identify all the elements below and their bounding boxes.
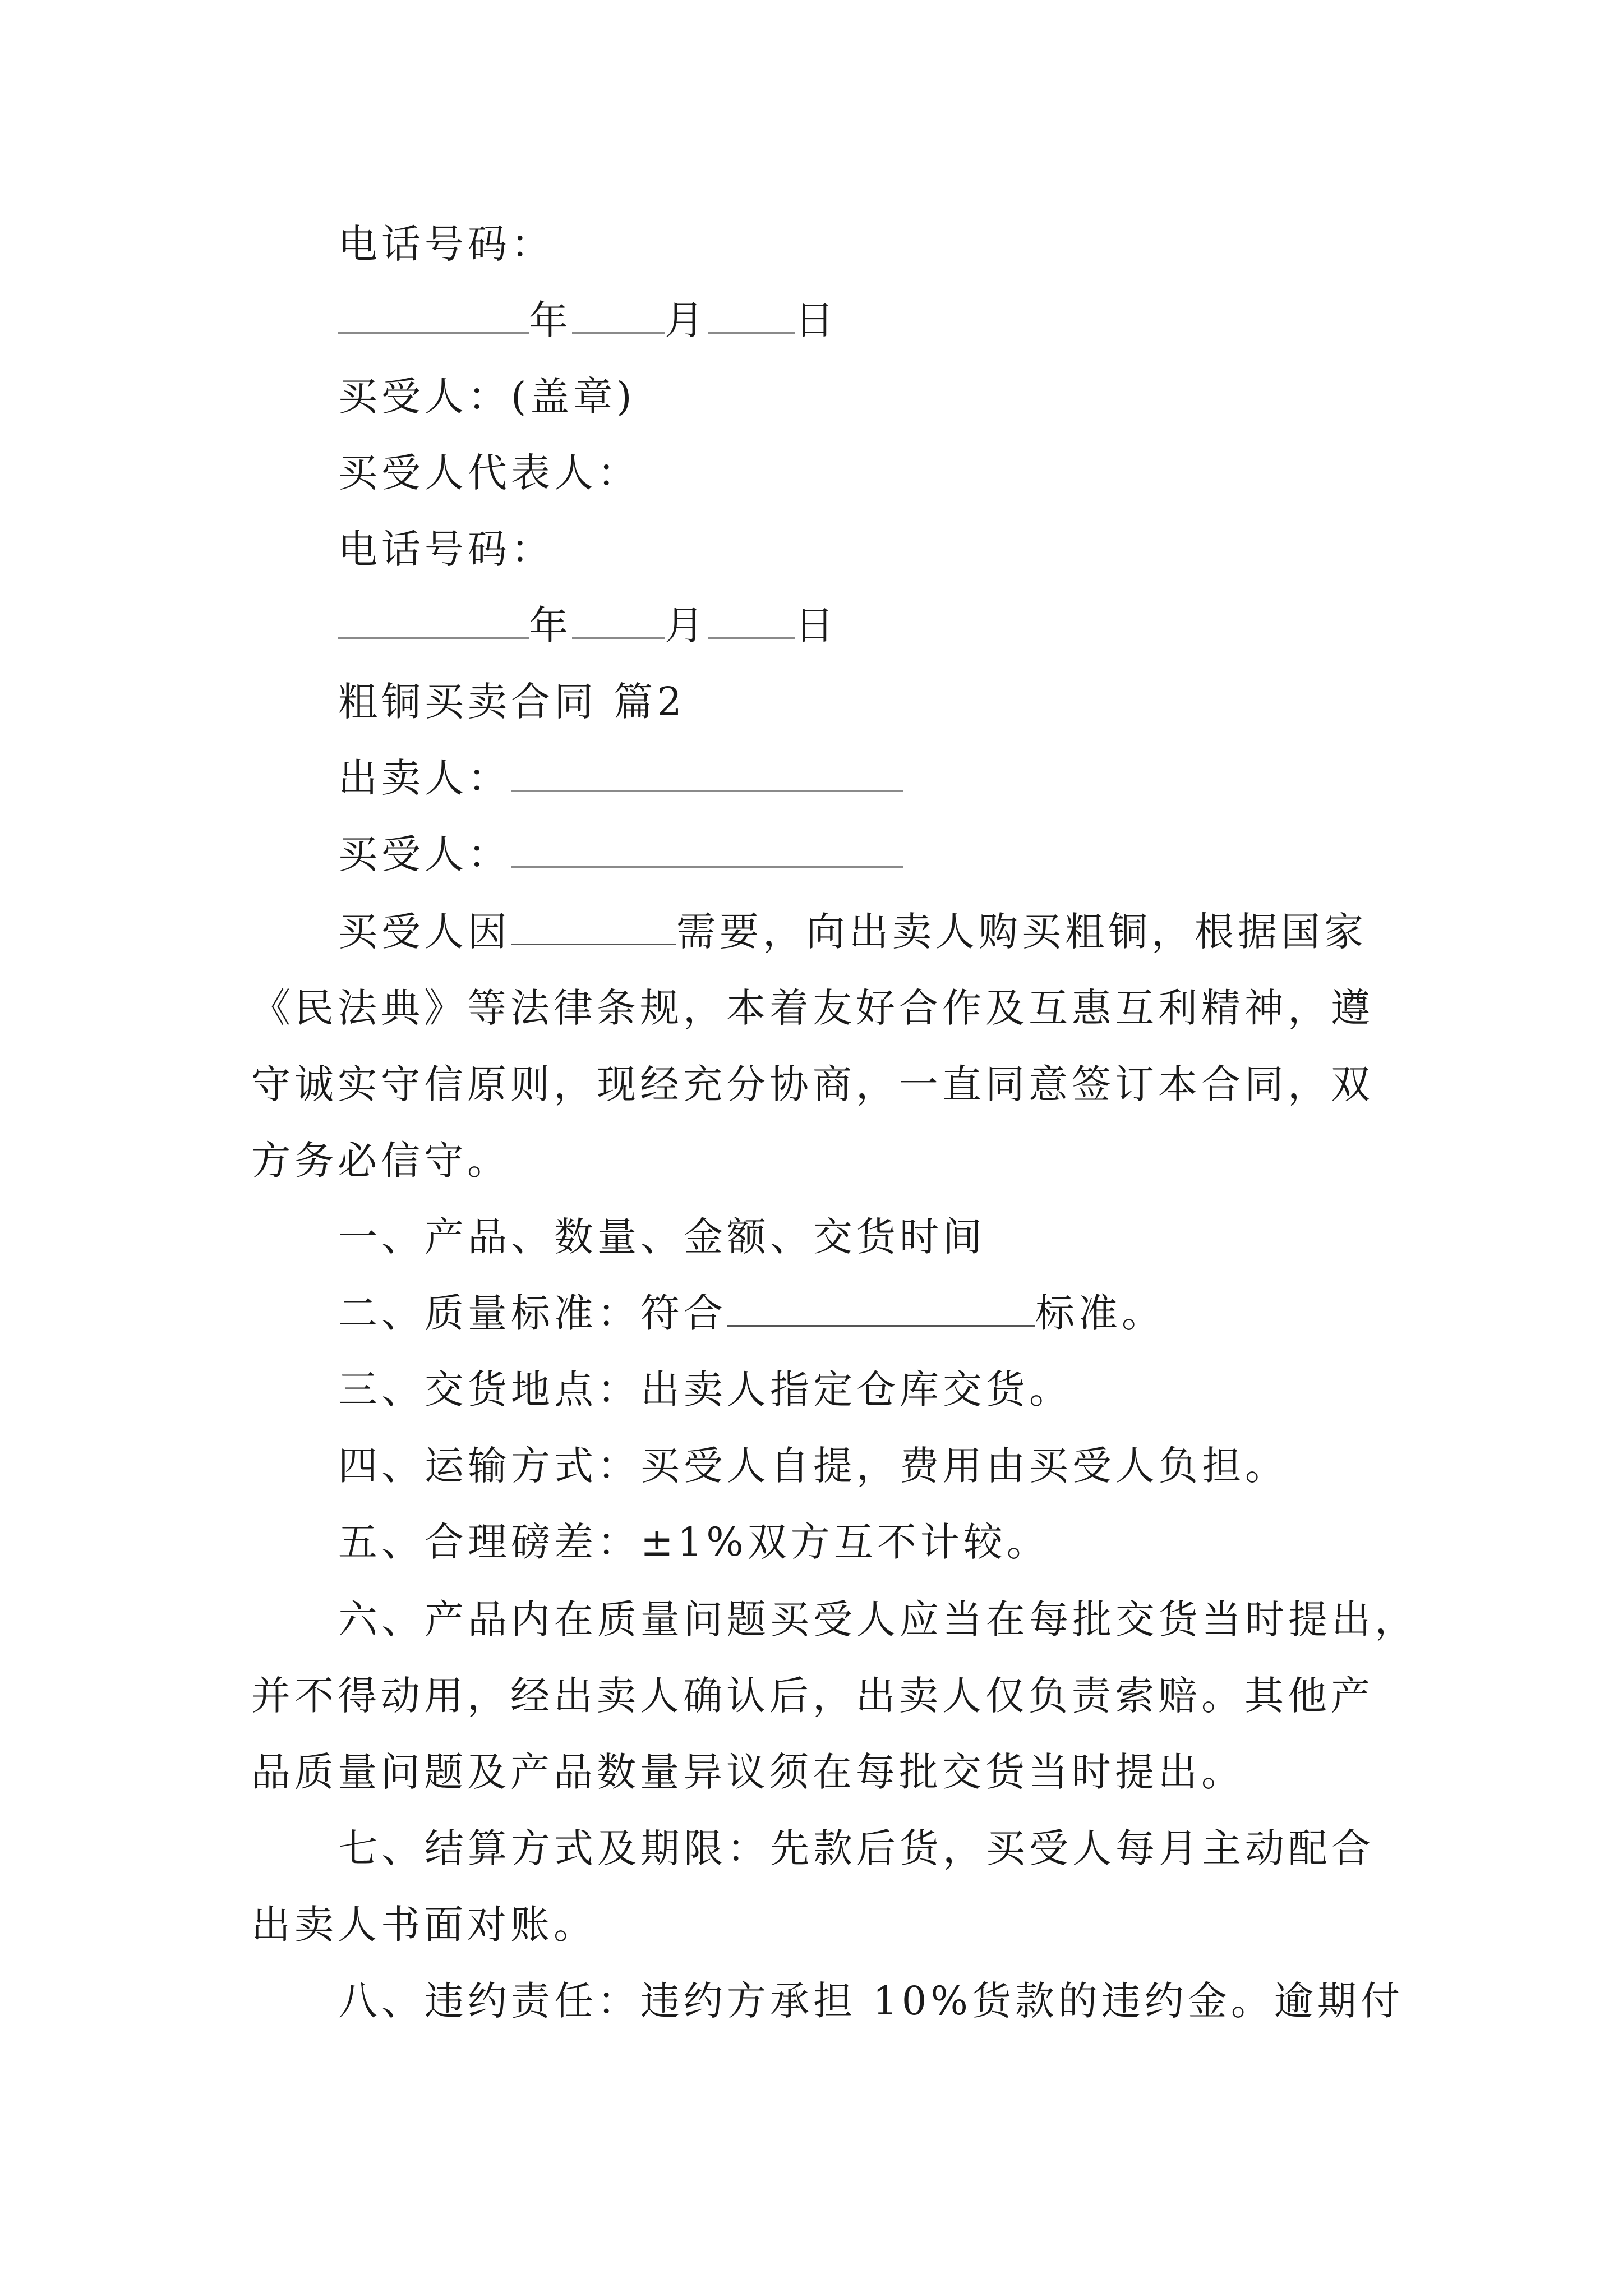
year-label: 年: [529, 602, 572, 648]
clause-2-text-a: 二、质量标准：符合: [338, 1290, 727, 1336]
standard-blank: [727, 1290, 1035, 1327]
day-label: 日: [795, 297, 838, 343]
preamble-text-c: 《民法典》等法律条规，本着友好合作及互惠互利精神，遵: [251, 985, 1374, 1031]
year-label: 年: [529, 297, 572, 343]
buyer-phone-label: 电话号码：: [338, 526, 554, 572]
preamble-text-d: 守诚实守信原则，现经充分协商，一直同意签订本合同，双: [251, 1061, 1374, 1107]
buyer-blank: [511, 831, 903, 868]
preamble-line-4: 方务必信守。: [251, 1138, 510, 1184]
buyer-representative-label: 买受人代表人：: [338, 450, 640, 496]
clause-6-line-3: 品质量问题及产品数量异议须在每批交货当时提出。: [251, 1749, 1244, 1795]
clause-7-text-a: 七、结算方式及期限：先款后货，买受人每月主动配合: [338, 1825, 1375, 1871]
clause-4: 四、运输方式：买受人自提，费用由买受人负担。: [338, 1443, 1288, 1489]
clause-2-text-b: 标准。: [1035, 1290, 1165, 1336]
clause-7-line-1: [338, 1823, 1373, 1874]
preamble-text-b: 需要，向出卖人购买粗铜，根据国家: [676, 909, 1367, 955]
preamble-text-a: 买受人因: [338, 909, 511, 955]
clause-6-line-1: [338, 1594, 1418, 1645]
buyer-seal-label: 买受人：(盖章): [338, 374, 636, 420]
seller-date-line: [338, 295, 838, 346]
buyer-line: [338, 829, 903, 880]
day-label: 日: [795, 602, 838, 648]
seller-line: [338, 753, 903, 803]
buyer-label: 买受人：: [338, 831, 511, 877]
clause-8-line-1: [338, 1976, 1404, 2026]
clause-5: 五、合理磅差：±1%双方互不计较。: [338, 1519, 1050, 1565]
preamble-line-1: [338, 907, 1367, 957]
month-label: 月: [665, 602, 708, 648]
seller-label: 出卖人：: [338, 755, 511, 801]
clause-6-line-2: [251, 1671, 1373, 1721]
seller-blank: [511, 755, 903, 792]
clause-2: [338, 1288, 1165, 1338]
clause-6-text-b: 并不得动用，经出卖人确认后，出卖人仅负责索赔。其他产: [251, 1673, 1374, 1719]
clause-3: 三、交货地点：出卖人指定仓库交货。: [338, 1366, 1072, 1412]
preamble-line-3: [251, 1059, 1373, 1110]
preamble-line-2: [251, 983, 1373, 1033]
clause-1: 一、产品、数量、金额、交货时间: [338, 1214, 986, 1260]
purpose-blank: [511, 909, 676, 945]
year-blank: [338, 602, 529, 639]
contract-heading: 粗铜买卖合同 篇2: [338, 679, 686, 725]
clause-8-text: 八、违约责任：违约方承担 10%货款的违约金。逾期付: [338, 1978, 1404, 2024]
month-label: 月: [665, 297, 708, 343]
day-blank: [708, 602, 795, 639]
month-blank: [572, 602, 665, 639]
clause-7-line-2: 出卖人书面对账。: [251, 1902, 597, 1948]
buyer-date-line: [338, 600, 838, 651]
day-blank: [708, 297, 795, 334]
month-blank: [572, 297, 665, 334]
year-blank: [338, 297, 529, 334]
clause-6-text-a: 六、产品内在质量问题买受人应当在每批交货当时提出，: [338, 1596, 1418, 1642]
seller-phone-label: 电话号码：: [338, 221, 554, 267]
